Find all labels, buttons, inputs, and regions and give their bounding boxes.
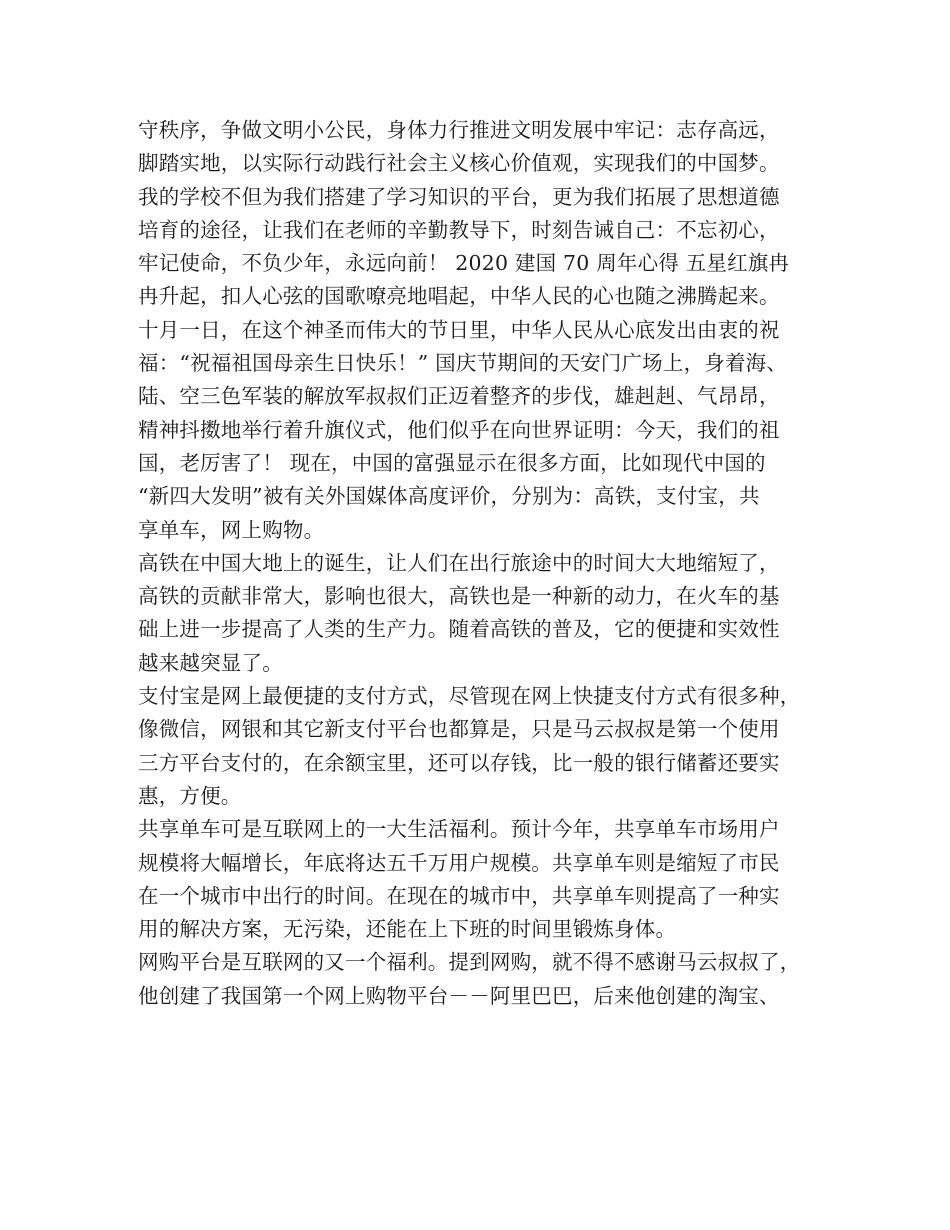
text-line: 共享单车可是互联网上的一大生活福利。预计今年，共享单车市场用户 (138, 817, 780, 842)
text-line: 高铁在中国大地上的诞生，让人们在出行旅途中的时间大大地缩短了， (138, 550, 780, 575)
text-line: 像微信，网银和其它新支付平台也都算是，只是马云叔叔是第一个使用 (138, 717, 780, 742)
text-line: 用的解决方案，无污染，还能在上下班的时间里锻炼身体。 (138, 917, 677, 942)
text-line: 守秩序，争做文明小公民，身体力行推进文明发展中牢记：志存高远， (138, 118, 780, 142)
text-line: 我的学校不但为我们搭建了学习知识的平台，更为我们拓展了思想道德 (138, 184, 780, 209)
text-line: 冉升起，扣人心弦的国歌嘹亮地唱起，中华人民的心也随之沸腾起来。 (138, 284, 780, 309)
text-line: 越来越突显了。 (138, 650, 283, 675)
text-line: 他创建了我国第一个网上购物平台－－阿里巴巴，后来他创建的淘宝、 (138, 983, 780, 1008)
text-line: 陆、空三色军装的解放军叔叔们正迈着整齐的步伐，雄赳赳、气昂昂， (138, 384, 780, 409)
text-line: 础上进一步提高了人类的生产力。随着高铁的普及，它的便捷和实效性 (138, 617, 780, 642)
text-line: 牢记使命，不负少年，永远向前！ 2020 建国 70 周年心得 五星红旗冉 (138, 251, 790, 276)
text-line: 支付宝是网上最便捷的支付方式，尽管现在网上快捷支付方式有很多种， (138, 684, 801, 709)
text-line: 脚踏实地，以实际行动践行社会主义核心价值观，实现我们的中国梦。 (138, 151, 780, 176)
text-line: “新四大发明”被有关外国媒体高度评价，分别为：高铁，支付宝，共 (138, 484, 760, 509)
text-line: 三方平台支付的，在余额宝里，还可以存钱，比一般的银行储蓄还要实 (138, 750, 780, 775)
text-line: 福：“祝福祖国母亲生日快乐！” 国庆节期间的天安门广场上，身着海、 (138, 351, 788, 376)
text-line: 享单车，网上购物。 (138, 517, 325, 542)
text-line: 惠，方便。 (138, 783, 242, 808)
document-body (138, 114, 838, 1013)
text-line: 在一个城市中出行的时间。在现在的城市中，共享单车则提高了一种实 (138, 883, 780, 908)
text-line: 规模将大幅增长，年底将达五千万用户规模。共享单车则是缩短了市民 (138, 850, 780, 875)
text-line: 国，老厉害了！ 现在，中国的富强显示在很多方面，比如现代中国的 (138, 450, 766, 475)
text-line: 精神抖擞地举行着升旗仪式，他们似乎在向世界证明：今天，我们的祖 (138, 417, 780, 442)
text-line: 网购平台是互联网的又一个福利。提到网购，就不得不感谢马云叔叔了， (138, 950, 801, 975)
text-line: 高铁的贡献非常大，影响也很大，高铁也是一种新的动力，在火车的基 (138, 584, 780, 609)
text-line: 培育的途径，让我们在老师的辛勤教导下，时刻告诫自己：不忘初心， (138, 217, 780, 242)
text-line: 十月一日，在这个神圣而伟大的节日里，中华人民从心底发出由衷的祝 (138, 317, 780, 342)
